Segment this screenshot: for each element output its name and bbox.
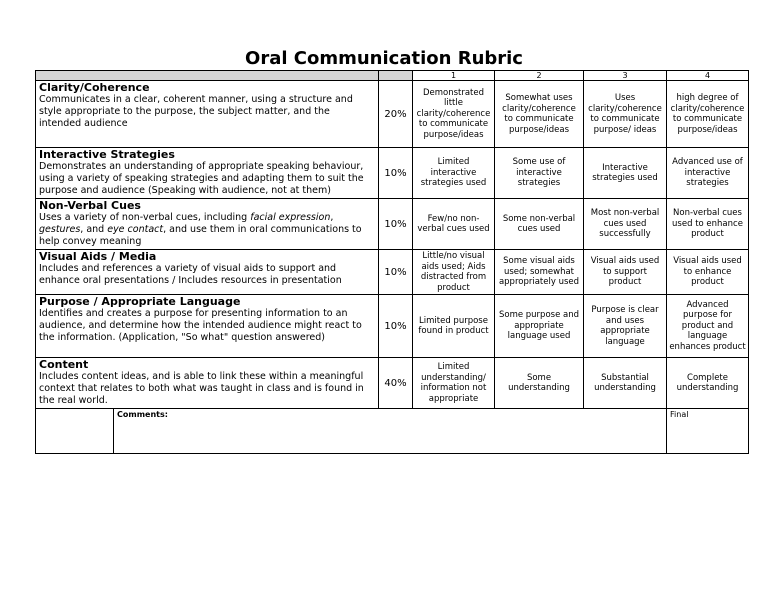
criterion-cell	[36, 250, 379, 295]
criterion-cell	[36, 295, 379, 358]
level-4-descriptor: Visual aids used to enhance product	[667, 250, 749, 295]
level-2-descriptor: Some visual aids used; somewhat appropriately used	[495, 250, 584, 295]
weight-cell: 10%	[379, 148, 413, 199]
level-4-descriptor: Complete understanding	[667, 358, 749, 409]
level-1-descriptor: Few/no non-verbal cues used	[413, 199, 495, 250]
rubric-row-content	[36, 358, 749, 409]
weight-cell: 40%	[379, 358, 413, 409]
header-weight-cell	[379, 71, 413, 81]
level-4-descriptor: Non-verbal cues used to enhance product	[667, 199, 749, 250]
level-3-descriptor: Substantial understanding	[584, 358, 667, 409]
description-emphasis: gestures	[39, 224, 81, 235]
level-4-descriptor: Advanced use of interactive strategies	[667, 148, 749, 199]
level-header-3: 3	[584, 71, 667, 81]
criterion-cell	[36, 358, 379, 409]
level-header-1: 1	[413, 71, 495, 81]
level-3-descriptor: Visual aids used to support product	[584, 250, 667, 295]
criterion-description: Includes content ideas, and is able to link these within a meaningful context that relates to both what was taught in class and is found in the real world.	[39, 371, 364, 406]
criterion-title: Purpose / Appropriate Language	[39, 295, 241, 308]
comments-cell[interactable]	[114, 409, 667, 454]
rubric-table	[35, 70, 749, 454]
level-2-descriptor: Some purpose and appropriate language used	[495, 295, 584, 358]
criterion-cell	[36, 199, 379, 250]
level-2-descriptor: Some non-verbal cues used	[495, 199, 584, 250]
rubric-row-interactive-strategies	[36, 148, 749, 199]
criterion-description: Communicates in a clear, coherent manner, using a structure and style appropriate to the purpose, the subject matter, and the intended audience	[39, 94, 353, 129]
level-3-descriptor: Purpose is clear and uses appropriate language	[584, 295, 667, 358]
description-emphasis: facial expression	[250, 212, 331, 223]
level-3-descriptor: Uses clarity/coherence to communicate purpose/ ideas	[584, 81, 667, 148]
level-3-descriptor: Interactive strategies used	[584, 148, 667, 199]
rubric-row-non-verbal-cues	[36, 199, 749, 250]
criterion-description: Identifies and creates a purpose for presenting information to an audience, and determine how the intended audience might react to the information. (Application, "So what" question answered)	[39, 308, 362, 343]
level-1-descriptor: Little/no visual aids used; Aids distracted from product	[413, 250, 495, 295]
criterion-description	[39, 212, 375, 248]
level-header-row	[36, 71, 749, 81]
page-title: Oral Communication Rubric	[245, 48, 523, 69]
level-header-2: 2	[495, 71, 584, 81]
level-2-descriptor: Some use of interactive strategies	[495, 148, 584, 199]
level-3-descriptor: Most non-verbal cues used successfully	[584, 199, 667, 250]
criterion-cell	[36, 148, 379, 199]
weight-cell: 10%	[379, 295, 413, 358]
comments-label: Comments:	[117, 410, 168, 419]
rubric-row-clarity	[36, 81, 749, 148]
footer-row	[36, 409, 749, 454]
footer-blank-cell	[36, 409, 114, 454]
rubric-row-visual-aids	[36, 250, 749, 295]
weight-cell: 20%	[379, 81, 413, 148]
description-text: , and use them in oral communications to help convey meaning	[39, 224, 362, 247]
description-text: , and	[80, 224, 108, 235]
criterion-title: Visual Aids / Media	[39, 250, 157, 263]
criterion-title: Content	[39, 358, 89, 371]
criterion-cell	[36, 81, 379, 148]
level-4-descriptor: high degree of clarity/coherence to communicate purpose/ideas	[667, 81, 749, 148]
final-cell[interactable]	[667, 409, 749, 454]
rubric-row-purpose-language	[36, 295, 749, 358]
description-text: Uses a variety of non-verbal cues, including	[39, 212, 251, 223]
final-label: Final	[670, 410, 689, 419]
criterion-title: Interactive Strategies	[39, 148, 175, 161]
level-1-descriptor: Limited interactive strategies used	[413, 148, 495, 199]
weight-cell: 10%	[379, 199, 413, 250]
criterion-description: Includes and references a variety of visual aids to support and enhance oral presentations / Includes resources in presentation	[39, 263, 342, 286]
level-2-descriptor: Somewhat uses clarity/coherence to communicate purpose/ideas	[495, 81, 584, 148]
header-blank-cell	[36, 71, 379, 81]
weight-cell: 10%	[379, 250, 413, 295]
level-2-descriptor: Some understanding	[495, 358, 584, 409]
level-1-descriptor: Limited understanding/ information not appropriate	[413, 358, 495, 409]
level-4-descriptor: Advanced purpose for product and language enhances product	[667, 295, 749, 358]
level-header-4: 4	[667, 71, 749, 81]
level-1-descriptor: Limited purpose found in product	[413, 295, 495, 358]
description-text: ,	[330, 212, 334, 223]
criterion-title: Clarity/Coherence	[39, 81, 150, 94]
description-emphasis: eye contact	[107, 224, 164, 235]
criterion-title: Non-Verbal Cues	[39, 199, 141, 212]
criterion-description: Demonstrates an understanding of appropriate speaking behaviour, using a variety of speaking strategies and adapting them to suit the purpose and audience (Speaking with audience, not at them)	[39, 161, 364, 196]
level-1-descriptor: Demonstrated little clarity/coherence to communicate purpose/ideas	[413, 81, 495, 148]
